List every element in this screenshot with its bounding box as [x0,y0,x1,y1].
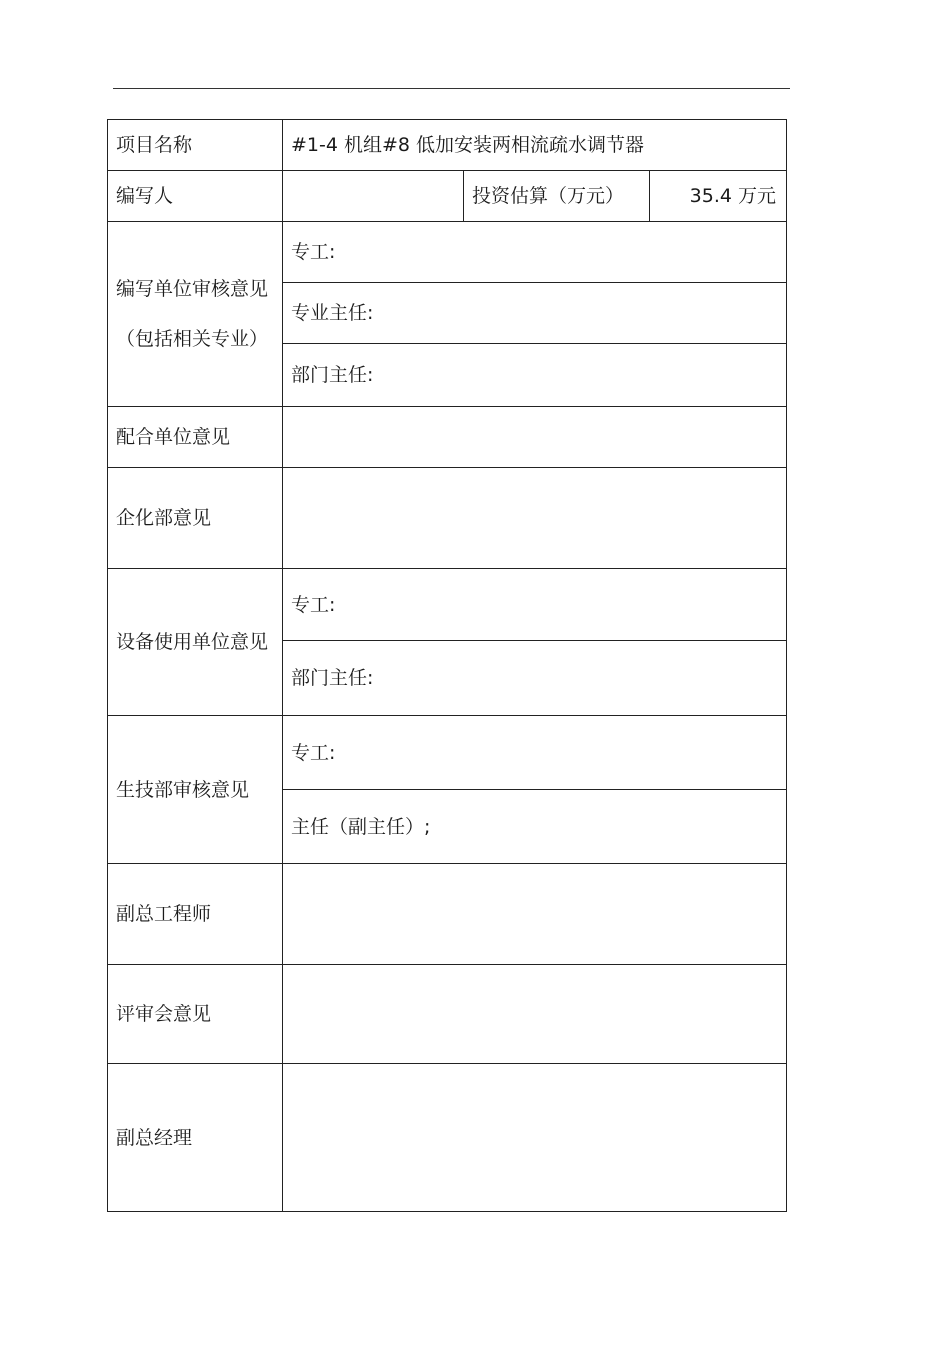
production-tech-director-field[interactable]: 主任（副主任）; [283,790,787,864]
planning-dept-field[interactable] [283,468,787,569]
deputy-chief-engineer-field[interactable] [283,864,787,965]
deputy-general-manager-field[interactable] [283,1064,787,1212]
writing-unit-specialist-field[interactable]: 专工: [283,222,787,283]
writing-unit-professional-director-field[interactable]: 专业主任: [283,283,787,344]
project-approval-form [107,119,787,1212]
author-value[interactable] [283,171,464,222]
production-tech-specialist-field[interactable]: 专工: [283,716,787,790]
cooperating-unit-field[interactable] [283,407,787,468]
budget-label: 投资估算（万元） [464,171,650,222]
author-label: 编写人 [108,171,283,222]
production-tech-label: 生技部审核意见 [108,716,283,864]
row-writing-unit-specialist [108,222,787,283]
deputy-general-manager-label: 副总经理 [108,1064,283,1212]
project-name-label: 项目名称 [108,120,283,171]
row-planning-dept [108,468,787,569]
budget-value: 35.4 万元 [650,171,787,222]
row-author [108,171,787,222]
cooperating-unit-label: 配合单位意见 [108,407,283,468]
writing-unit-review-label: 编写单位审核意见（包括相关专业） [108,222,283,407]
row-deputy-chief-engineer [108,864,787,965]
project-name-value: #1-4 机组#8 低加安装两相流疏水调节器 [283,120,787,171]
row-project-name [108,120,787,171]
row-production-tech-specialist [108,716,787,790]
row-deputy-general-manager [108,1064,787,1212]
equipment-unit-specialist-field[interactable]: 专工: [283,569,787,641]
row-cooperating-unit [108,407,787,468]
deputy-chief-engineer-label: 副总工程师 [108,864,283,965]
row-review-committee [108,965,787,1064]
planning-dept-label: 企化部意见 [108,468,283,569]
header-rule [113,88,790,89]
writing-unit-department-director-field[interactable]: 部门主任: [283,344,787,407]
review-committee-label: 评审会意见 [108,965,283,1064]
row-equipment-unit-specialist [108,569,787,641]
equipment-unit-label: 设备使用单位意见 [108,569,283,716]
equipment-unit-department-director-field[interactable]: 部门主任: [283,641,787,716]
review-committee-field[interactable] [283,965,787,1064]
